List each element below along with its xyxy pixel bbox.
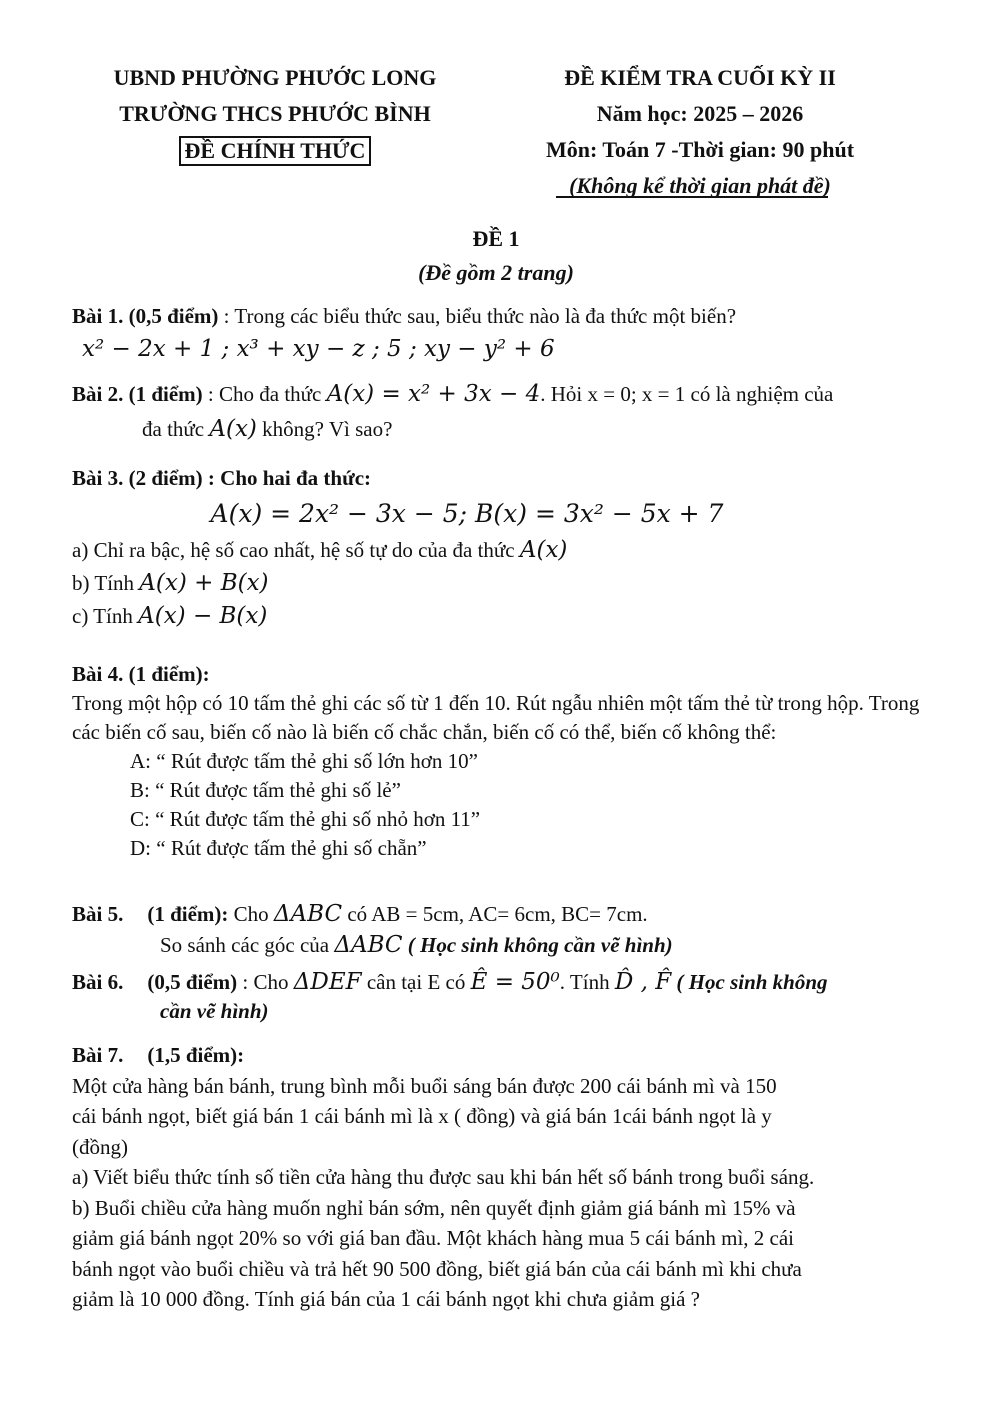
question-7a: a) Viết biểu thức tính số tiền cửa hàng thu được sau khi bán hết số bánh trong buổi sáng. [72, 1165, 815, 1189]
question-3c-text: c) Tính [72, 604, 139, 628]
event-a: A: “ Rút được tấm thẻ ghi số lớn hơn 10” [130, 749, 478, 773]
question-2-label: Bài 2. (1 điểm) [72, 382, 203, 406]
question-5-label: Bài 5. [72, 902, 124, 926]
question-6-ask-angles: D̂ , F̂ [614, 969, 672, 995]
school-name: TRƯỜNG THCS PHƯỚC BÌNH [119, 101, 431, 126]
question-2-text: : Cho đa thức [202, 382, 327, 406]
question-3a-expr: A(x) [519, 537, 568, 563]
question-4 [72, 660, 932, 863]
question-7-line: Một cửa hàng bán bánh, trung bình mỗi buổi sáng bán được 200 cái bánh mì và 150 [72, 1073, 777, 1098]
school-year: Năm học: 2025 – 2026 [596, 101, 804, 126]
question-6-points: (0,5 điểm) [147, 970, 238, 994]
official-exam-stamp: ĐỀ CHÍNH THỨC [179, 136, 372, 166]
question-1-text: : Trong các biểu thức sau, biểu thức nào là đa thức một biến? [218, 304, 737, 328]
question-6-note: ( Học sinh không [671, 970, 828, 994]
header-left [80, 60, 470, 169]
question-5-sides: có AB = 5cm, AC= 6cm, BC= 7cm. [342, 902, 648, 926]
question-6-condition: cân tại E có [361, 970, 471, 994]
question-6-label: Bài 6. [72, 970, 124, 994]
exam-title: ĐỀ KIỂM TRA CUỐI KỲ II [564, 65, 836, 90]
question-5 [72, 900, 932, 960]
question-6-triangle: ΔDEF [293, 969, 362, 995]
question-1-label: Bài 1. (0,5 điểm) [72, 304, 219, 328]
question-4-label: Bài 4. (1 điểm): [72, 662, 210, 686]
question-5-note: ( Học sinh không cần vẽ hình) [402, 933, 673, 957]
question-6-ask-text: . Tính [559, 970, 615, 994]
question-5-line2-text: So sánh các góc của [160, 933, 335, 957]
question-6-note-cont: cần vẽ hình) [160, 999, 269, 1023]
question-7 [72, 1040, 932, 1315]
question-3c-expr: A(x) − B(x) [138, 603, 268, 629]
question-2-line2-text: đa thức [142, 417, 210, 441]
question-7-line: giảm là 10 000 đồng. Tính giá bán của 1 cái bánh ngọt khi chưa giảm giá ? [72, 1287, 701, 1311]
question-5-triangle: ΔABC [273, 901, 343, 927]
question-3-polynomials: A(x) = 2x² − 3x − 5; B(x) = 3x² − 5x + 7 [210, 499, 724, 528]
question-7-line: cái bánh ngọt, biết giá bán 1 cái bánh mì là x ( đồng) và giá bán 1cái bánh ngọt là y [72, 1104, 772, 1128]
event-b: B: “ Rút được tấm thẻ ghi số lẻ” [130, 778, 401, 802]
question-7-points: (1,5 điểm): [147, 1043, 245, 1067]
question-1 [72, 302, 932, 364]
question-7-line: bánh ngọt vào buổi chiều và trả hết 90 500 đồng, biết giá bán của cái bánh mì khi chưa [72, 1256, 802, 1281]
question-7-line: (đồng) [72, 1134, 128, 1159]
header-right [510, 60, 890, 204]
question-3b-text: b) Tính [72, 571, 140, 595]
question-3-label: Bài 3. (2 điểm) : Cho hai đa thức: [72, 466, 372, 490]
question-3 [72, 464, 932, 631]
question-5-line2-triangle: ΔABC [334, 932, 403, 958]
question-5-points: (1 điểm): [147, 902, 229, 926]
question-6-angle: Ê = 50⁰ [470, 969, 560, 995]
question-1-expressions: x² − 2x + 1 ; x³ + xy − z ; 5 ; xy − y² + 6 [82, 336, 555, 362]
district-name: UBND PHƯỜNG PHƯỚC LONG [113, 65, 437, 90]
question-3a-text: a) Chỉ ra bậc, hệ số cao nhất, hệ số tự do của đa thức [72, 538, 520, 562]
question-2-text-cont: . Hỏi x = 0; x = 1 có là nghiệm của [540, 382, 834, 406]
header-divider [556, 196, 828, 198]
question-7b: b) Buổi chiều cửa hàng muốn nghỉ bán sớm, nên quyết định giảm giá bánh mì 15% và [72, 1195, 796, 1220]
question-6 [72, 968, 932, 1026]
event-d: D: “ Rút được tấm thẻ ghi số chẵn” [130, 836, 427, 860]
question-7-line: giảm giá bánh ngọt 20% so với giá ban đầu. Một khách hàng mua 5 cái bánh mì, 2 cái [72, 1226, 795, 1250]
question-2-polynomial: A(x) = x² + 3x − 4 [326, 381, 541, 407]
page-count-note: (Đề gồm 2 trang) [418, 260, 574, 285]
time-note: (Không kể thời gian phát đề) [569, 173, 831, 198]
question-3b-expr: A(x) + B(x) [139, 570, 269, 596]
question-5-text: Cho [228, 902, 274, 926]
exam-code: ĐỀ 1 [472, 226, 520, 251]
question-2-line2-end: không? Vì sao? [256, 417, 393, 441]
event-c: C: “ Rút được tấm thẻ ghi số nhỏ hơn 11” [130, 807, 481, 831]
subject-time: Môn: Toán 7 -Thời gian: 90 phút [545, 137, 855, 162]
question-6-text: : Cho [237, 970, 294, 994]
question-4-events [72, 747, 932, 863]
question-7-label: Bài 7. [72, 1043, 124, 1067]
question-2 [72, 380, 932, 444]
question-4-paragraph: Trong một hộp có 10 tấm thẻ ghi các số từ 1 đến 10. Rút ngẫu nhiên một tấm thẻ từ trong hộp. Trong các biến cố sau, biến cố nào là biến cố chắc chắn, biến cố có thể, biến cố không thể: [72, 691, 920, 744]
question-2-line2-expr: A(x) [209, 416, 257, 442]
